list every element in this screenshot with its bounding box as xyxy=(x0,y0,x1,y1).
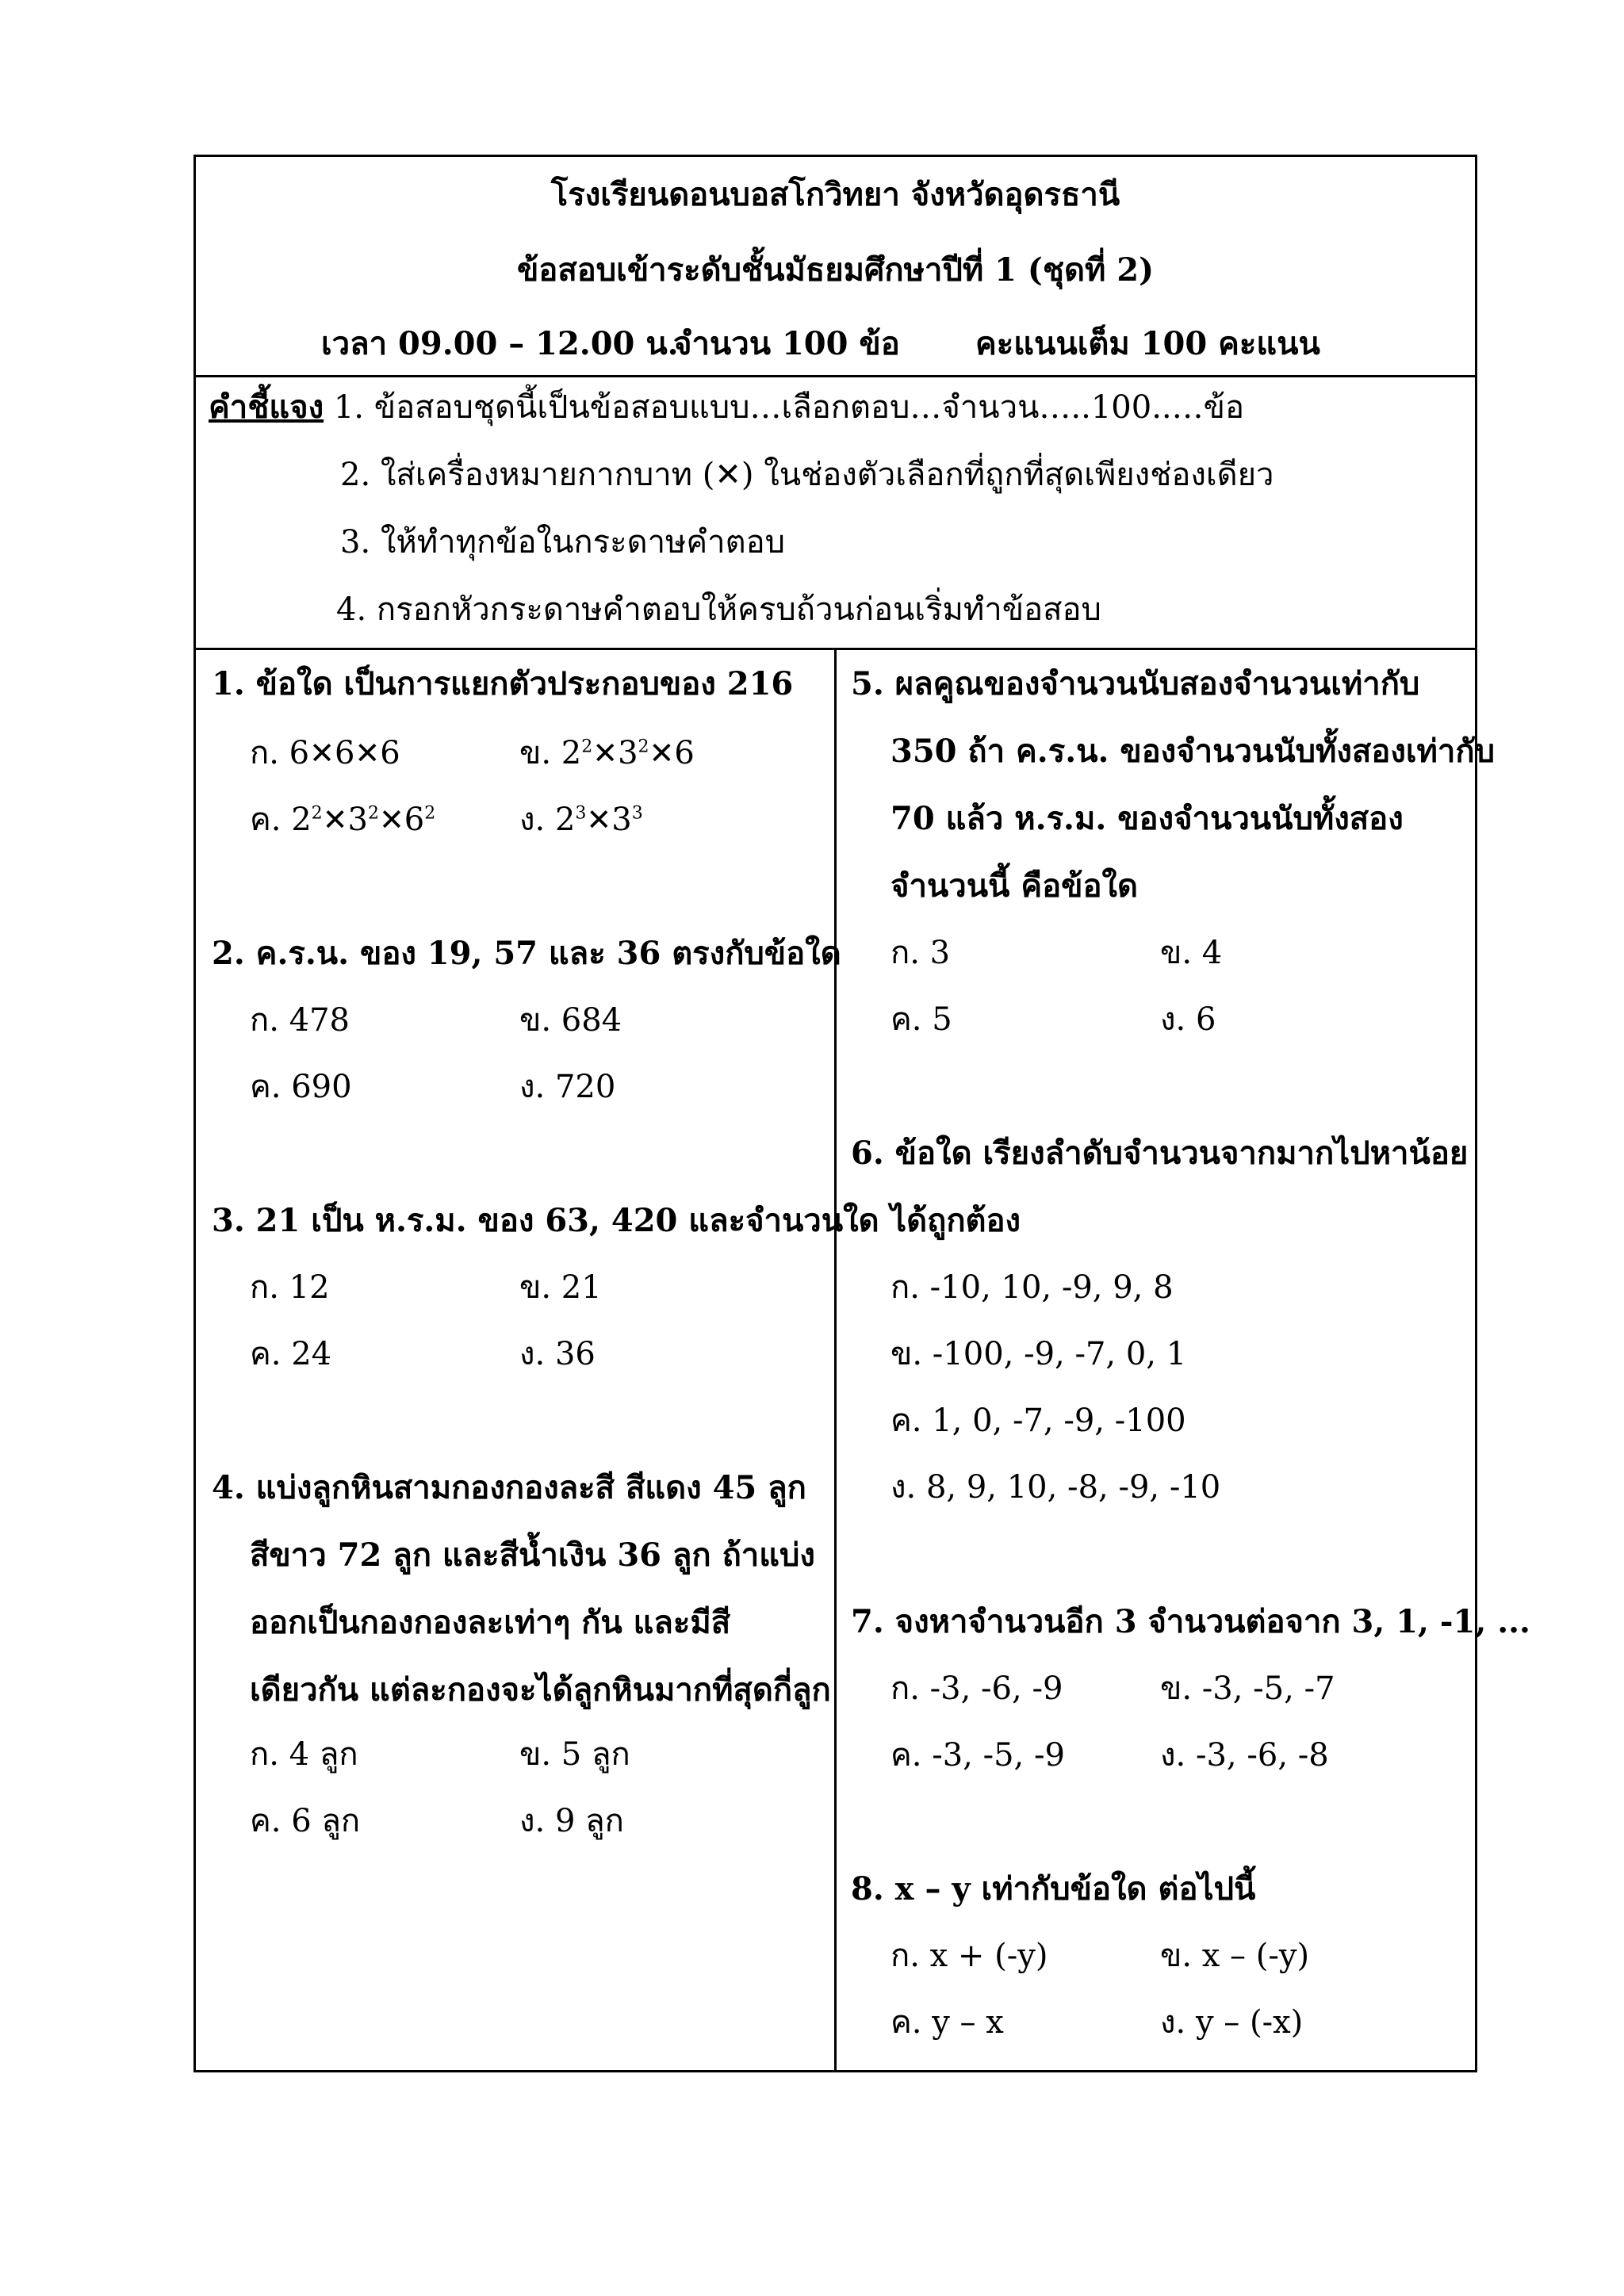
q5-choice-a: ก. 3 xyxy=(891,935,951,971)
q6-choice-c: ค. 1, 0, -7, -9, -100 xyxy=(891,1402,1186,1439)
exam-header xyxy=(196,157,1475,377)
question-7: 7. จงหาจำนวนอีก 3 จำนวนต่อจาก 3, 1, -1, ... xyxy=(851,1603,1530,1640)
q5-choice-d: ง. 6 xyxy=(1160,1001,1216,1038)
base: 6 xyxy=(404,802,425,838)
instructions-section xyxy=(196,377,1475,650)
instructions-label: คำชี้แจง xyxy=(209,388,324,426)
choice-prefix: ค. xyxy=(250,802,292,838)
base: 3 xyxy=(618,735,638,771)
q4-choice-d: ง. 9 ลูก xyxy=(519,1803,624,1839)
times-icon: ✕ xyxy=(322,802,348,837)
q6-choice-a: ก. -10, 10, -9, 9, 8 xyxy=(891,1269,1174,1306)
instruction-line-3: 3. ให้ทำทุกข้อในกระดาษคำตอบ xyxy=(340,524,786,561)
question-count: จำนวน 100 ข้อ xyxy=(673,325,900,362)
q3-choice-c: ค. 24 xyxy=(250,1336,332,1372)
q4-choice-a: ก. 4 ลูก xyxy=(250,1736,358,1773)
factor: 6 xyxy=(674,735,695,771)
q5-choice-b: ข. 4 xyxy=(1160,935,1223,971)
q8-choice-d: ง. y – (-x) xyxy=(1160,2004,1304,2041)
q3-choice-d: ง. 36 xyxy=(519,1336,596,1372)
exponent: 2 xyxy=(638,737,649,757)
question-4-line-1: 4. แบ่งลูกหินสามกองกองละสี สีแดง 45 ลูก xyxy=(212,1469,806,1506)
question-4-line-4: เดียวกัน แต่ละกองจะได้ลูกหินมากที่สุดกี่ลูก xyxy=(250,1671,831,1709)
q8-choice-a: ก. x + (-y) xyxy=(891,1938,1048,1974)
exponent: 2 xyxy=(424,803,436,824)
times-icon: ✕ xyxy=(378,802,404,837)
question-5-line-2: 350 ถ้า ค.ร.น. ของจำนวนนับทั้งสองเท่ากับ xyxy=(891,733,1495,770)
q1-choice-a xyxy=(250,731,400,775)
choice-prefix: ง. xyxy=(519,802,555,838)
q2-choice-c: ค. 690 xyxy=(250,1069,352,1105)
q5-choice-c: ค. 5 xyxy=(891,1001,952,1038)
question-6-line-2: ได้ถูกต้อง xyxy=(891,1202,1021,1239)
exponent: 3 xyxy=(631,803,643,824)
question-3: 3. 21 เป็น ห.ร.ม. ของ 63, 420 และจำนวนใด xyxy=(212,1202,879,1239)
times-icon: ✕ xyxy=(586,802,612,837)
q7-choice-d: ง. -3, -6, -8 xyxy=(1160,1737,1329,1774)
factor: 6 xyxy=(289,735,310,771)
times-icon: ✕ xyxy=(649,736,675,771)
question-5-line-3: 70 แล้ว ห.ร.ม. ของจำนวนนับทั้งสอง xyxy=(891,800,1404,837)
q1-choice-c xyxy=(250,798,435,842)
q1-choice-b xyxy=(519,731,695,775)
question-5-line-4: จำนวนนี้ คือข้อใด xyxy=(891,867,1138,905)
question-8: 8. x – y เท่ากับข้อใด ต่อไปนี้ xyxy=(851,1870,1256,1908)
q7-choice-c: ค. -3, -5, -9 xyxy=(891,1737,1065,1774)
instruction-line-2: 2. ใส่เครื่องหมายกากบาท (✕) ในช่องตัวเลือกที่ถูกที่สุดเพียงช่องเดียว xyxy=(340,457,1274,493)
school-name: โรงเรียนดอนบอสโกวิทยา จังหวัดอุดรธานี xyxy=(550,176,1120,213)
times-icon: ✕ xyxy=(309,736,335,771)
factor: 6 xyxy=(380,735,400,771)
q6-choice-b: ข. -100, -9, -7, 0, 1 xyxy=(891,1336,1187,1372)
q2-choice-a: ก. 478 xyxy=(250,1002,350,1039)
q2-choice-d: ง. 720 xyxy=(519,1069,616,1105)
q1-choice-d xyxy=(519,798,643,842)
exponent: 2 xyxy=(367,803,379,824)
instruction-text-1: 1. ข้อสอบชุดนี้เป็นข้อสอบแบบ…เลือกตอบ…จำนวน…..100..…ข้อ xyxy=(333,389,1244,426)
q7-choice-a: ก. -3, -6, -9 xyxy=(891,1670,1063,1707)
q2-choice-b: ข. 684 xyxy=(519,1002,622,1039)
exponent: 2 xyxy=(581,737,593,757)
exponent: 2 xyxy=(311,803,323,824)
exam-time: เวลา 09.00 – 12.00 น. xyxy=(321,325,679,362)
q4-choice-c: ค. 6 ลูก xyxy=(250,1803,361,1839)
q3-choice-b: ข. 21 xyxy=(519,1269,602,1306)
question-5-line-1: 5. ผลคูณของจำนวนนับสองจำนวนเท่ากับ xyxy=(851,665,1420,702)
full-score: คะแนนเต็ม 100 คะแนน xyxy=(975,325,1320,362)
factor: 6 xyxy=(334,735,355,771)
q4-choice-b: ข. 5 ลูก xyxy=(519,1736,630,1773)
base: 3 xyxy=(611,802,632,838)
base: 3 xyxy=(347,802,368,838)
q6-choice-d: ง. 8, 9, 10, -8, -9, -10 xyxy=(891,1469,1221,1506)
question-4-line-2: สีขาว 72 ลูก และสีน้ำเงิน 36 ลูก ถ้าแบ่ง xyxy=(250,1536,815,1574)
q7-choice-b: ข. -3, -5, -7 xyxy=(1160,1670,1335,1707)
choice-prefix: ก. xyxy=(250,735,289,771)
question-6-line-1: 6. ข้อใด เรียงลำดับจำนวนจากมากไปหาน้อย xyxy=(851,1135,1469,1172)
q3-choice-a: ก. 12 xyxy=(250,1269,330,1306)
question-2: 2. ค.ร.น. ของ 19, 57 และ 36 ตรงกับข้อใด xyxy=(212,935,841,972)
instruction-line-4: 4. กรอกหัวกระดาษคำตอบให้ครบถ้วนก่อนเริ่มทำข้อสอบ xyxy=(336,591,1101,628)
times-icon: ✕ xyxy=(354,736,381,771)
instruction-line-1 xyxy=(209,385,1244,430)
question-4-line-3: ออกเป็นกองกองละเท่าๆ กัน และมีสี xyxy=(250,1604,731,1641)
base: 2 xyxy=(291,802,312,838)
column-divider xyxy=(834,650,837,2070)
choice-prefix: ข. xyxy=(519,735,561,771)
exam-title: ข้อสอบเข้าระดับชั้นมัธยมศึกษาปีที่ 1 (ชุดที่ 2) xyxy=(516,251,1155,289)
question-1: 1. ข้อใด เป็นการแยกตัวประกอบของ 216 xyxy=(212,665,794,702)
base: 2 xyxy=(554,802,576,838)
q8-choice-b: ข. x – (-y) xyxy=(1160,1938,1310,1974)
exam-sheet xyxy=(193,155,1530,2072)
base: 2 xyxy=(561,735,582,771)
times-icon: ✕ xyxy=(592,736,619,771)
exponent: 3 xyxy=(575,803,587,824)
q8-choice-c: ค. y – x xyxy=(891,2004,1004,2041)
